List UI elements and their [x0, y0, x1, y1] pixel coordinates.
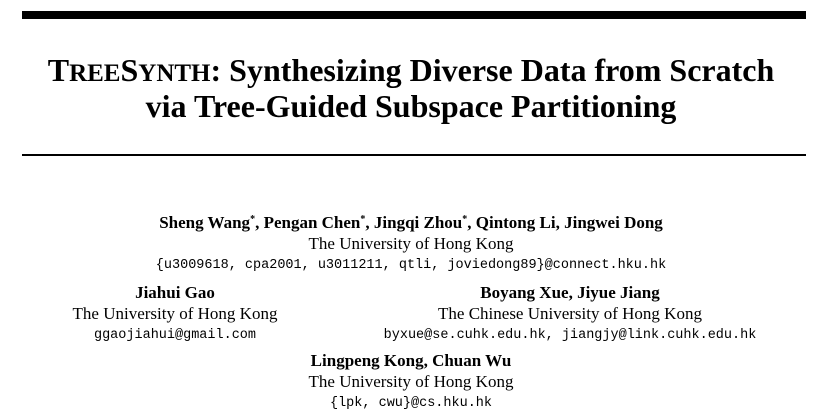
title-rest: : Synthesizing Diverse Data from Scratch — [210, 52, 775, 88]
author-list-2: Jiahui Gao — [135, 283, 215, 302]
bottom-rule — [22, 154, 806, 156]
author-list-1 — [0, 213, 822, 233]
title-name-cap-2: S — [120, 52, 139, 88]
paper-title-line-2: via Tree-Guided Subspace Partitioning — [145, 88, 677, 124]
title-name-small-1: REE — [69, 60, 121, 87]
affiliation-2: The University of Hong Kong — [72, 304, 278, 323]
author-list-3: Boyang Xue, Jiyue Jiang — [480, 283, 660, 302]
affiliation-1: The University of Hong Kong — [308, 234, 514, 253]
equal-contribution-mark: * — [250, 214, 256, 225]
affiliation-3: The Chinese University of Hong Kong — [438, 304, 702, 323]
author-separator: , — [467, 213, 476, 232]
title-name-cap-1: T — [47, 52, 70, 88]
author-separator: , — [555, 213, 565, 232]
email-4: {lpk, cwu}@cs.hku.hk — [329, 396, 493, 411]
equal-contribution-mark: * — [360, 214, 366, 225]
author-name: Pengan Chen — [263, 213, 361, 232]
email-1: {u3009618, cpa2001, u3011211, qtli, joviedong89}@connect.hku.hk — [155, 258, 667, 273]
equal-contribution-mark: * — [462, 214, 468, 225]
author-separator: , — [365, 213, 374, 232]
email-3: byxue@se.cuhk.edu.hk, jiangjy@link.cuhk.edu.hk — [383, 328, 757, 343]
author-name: Jingqi Zhou — [373, 213, 463, 232]
author-name: Sheng Wang — [159, 213, 251, 232]
paper-title-line-1 — [0, 52, 822, 92]
title-name-small-2: YNTH — [138, 60, 211, 87]
author-separator: , — [255, 213, 264, 232]
author-list-4: Lingpeng Kong, Chuan Wu — [310, 351, 512, 370]
email-2: ggaojiahui@gmail.com — [93, 328, 257, 343]
affiliation-4: The University of Hong Kong — [308, 372, 514, 391]
author-name: Jingwei Dong — [564, 213, 663, 232]
top-rule — [22, 11, 806, 19]
author-name: Qintong Li — [475, 213, 556, 232]
